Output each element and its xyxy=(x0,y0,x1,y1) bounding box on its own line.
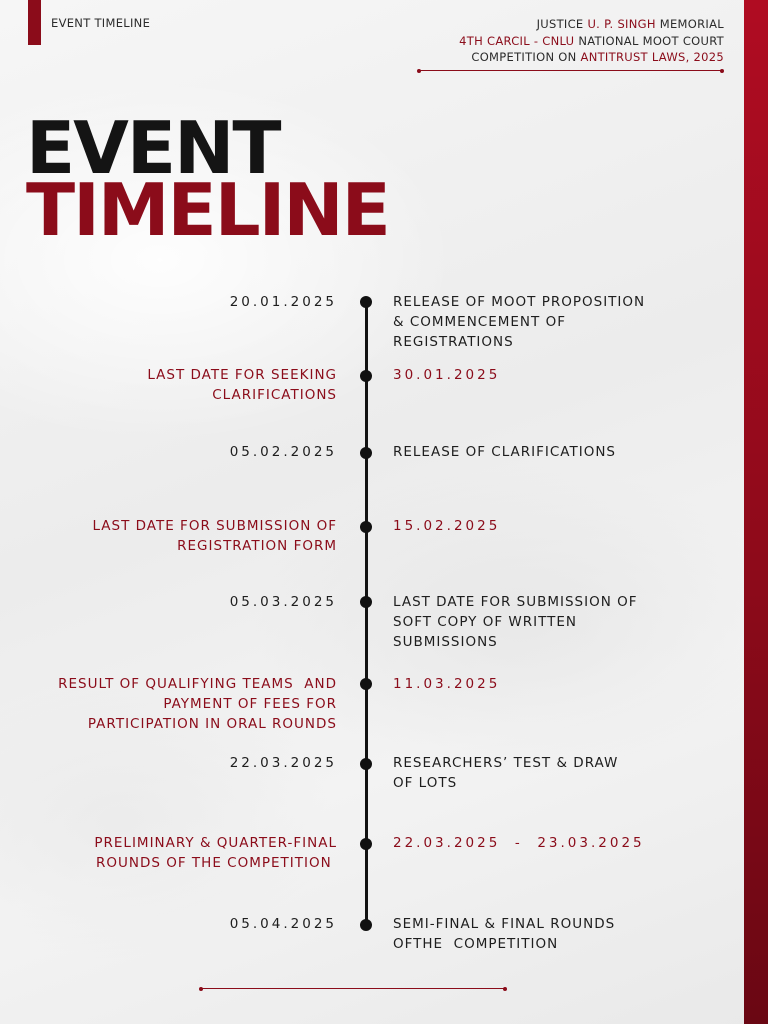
event-date: 05.02.2025 xyxy=(229,444,337,460)
header-name: U. P. SINGH xyxy=(587,17,656,31)
footer-dot-right xyxy=(503,987,507,991)
event-description: LAST DATE FOR SUBMISSION OF REGISTRATION FORM xyxy=(92,518,337,554)
timeline-dot xyxy=(360,919,372,931)
timeline-dot xyxy=(360,596,372,608)
header-line-3 xyxy=(459,49,724,66)
event-date: 22.03.2025 - 23.03.2025 xyxy=(393,835,645,851)
header-moot-court: NATIONAL MOOT COURT xyxy=(574,33,724,48)
timeline-dot xyxy=(360,370,372,382)
page-title-line-2: TIMELINE xyxy=(26,168,389,252)
event-header xyxy=(459,16,724,66)
timeline-dot xyxy=(360,296,372,308)
corner-label: EVENT TIMELINE xyxy=(51,16,151,30)
header-competition: COMPETITION ON xyxy=(471,50,581,64)
timeline-dot xyxy=(360,838,372,850)
divider-dot-right xyxy=(720,69,724,73)
page-title-line-1: EVENT xyxy=(26,106,280,190)
timeline-dot xyxy=(360,521,372,533)
event-description: RESEARCHERS’ TEST & DRAW OF LOTS xyxy=(393,755,619,791)
divider-dot-left xyxy=(417,69,421,73)
event-date: 11.03.2025 xyxy=(393,676,501,692)
right-accent-band xyxy=(744,0,768,1024)
corner-accent-bar xyxy=(28,0,41,45)
event-date: 05.03.2025 xyxy=(229,594,337,610)
event-date: 15.02.2025 xyxy=(393,518,501,534)
footer-dot-left xyxy=(199,987,203,991)
footer-divider xyxy=(201,988,505,989)
event-date: 30.01.2025 xyxy=(393,367,501,383)
event-description: LAST DATE FOR SUBMISSION OF SOFT COPY OF WRITTEN SUBMISSIONS xyxy=(393,594,638,650)
event-description: RELEASE OF MOOT PROPOSITION & COMMENCEMENT OF REGISTRATIONS xyxy=(393,294,646,350)
header-memorial: MEMORIAL xyxy=(655,17,724,31)
header-topic: ANTITRUST LAWS, 2025 xyxy=(580,50,724,64)
event-description: SEMI-FINAL & FINAL ROUNDS OFTHE COMPETITION xyxy=(393,916,616,952)
event-description: PRELIMINARY & QUARTER-FINAL ROUNDS OF THE COMPETITION xyxy=(94,835,337,871)
timeline-dot xyxy=(360,447,372,459)
event-description: RESULT OF QUALIFYING TEAMS AND PAYMENT OF FEES FOR PARTICIPATION IN ORAL ROUNDS xyxy=(58,676,337,732)
header-justice: JUSTICE xyxy=(536,17,588,31)
timeline-axis xyxy=(365,301,368,927)
event-description: RELEASE OF CLARIFICATIONS xyxy=(393,444,617,460)
timeline-dot xyxy=(360,678,372,690)
event-description: LAST DATE FOR SEEKING CLARIFICATIONS xyxy=(147,367,337,403)
event-date: 22.03.2025 xyxy=(229,755,337,771)
header-line-1 xyxy=(459,16,724,33)
header-line-2 xyxy=(459,33,724,50)
header-divider xyxy=(419,70,722,71)
event-date: 05.04.2025 xyxy=(229,916,337,932)
header-edition: 4TH CARCIL - CNLU xyxy=(459,33,575,48)
timeline-dot xyxy=(360,758,372,770)
event-date: 20.01.2025 xyxy=(229,294,337,310)
